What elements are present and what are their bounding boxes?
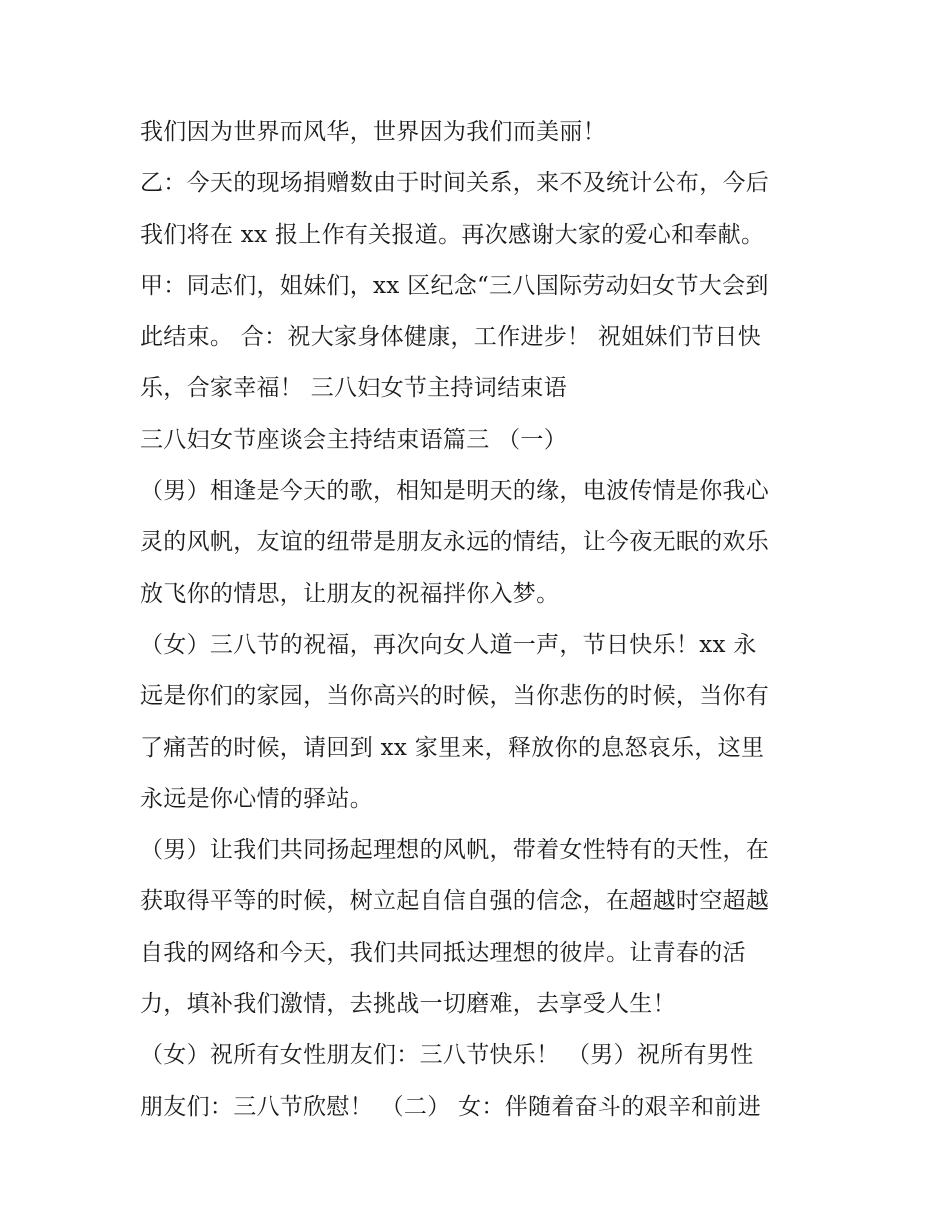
text-line: 此结束。 合：祝大家身体健康，工作进步！ 祝姐妹们节日快 xyxy=(140,324,762,351)
document-body xyxy=(140,107,830,1133)
text-line: 了痛苦的时候，请回到 xx 家里来，释放你的息怒哀乐，这里 xyxy=(140,734,765,761)
text-line: 远是你们的家园，当你高兴的时候，当你悲伤的时候，当你有 xyxy=(140,683,770,710)
text-line: 我们将在 xx 报上作有关报道。再次感谢大家的爱心和奉献。 xyxy=(140,221,765,248)
text-line: （女）祝所有女性朋友们：三八节快乐！ （男）祝所有男性 xyxy=(140,1042,754,1069)
text-line: 乐，合家幸福！ 三八妇女节主持词结束语 xyxy=(140,375,568,402)
text-line: 乙：今天的现场捐赠数由于时间关系，来不及统计公布，今后 xyxy=(140,170,770,197)
section-heading: 三八妇女节座谈会主持结束语篇三 （一） xyxy=(140,426,568,453)
text-line: 灵的风帆，友谊的纽带是朋友永远的情结，让今夜无眠的欢乐 xyxy=(140,529,770,556)
text-line: 力，填补我们激情，去挑战一切磨难，去享受人生！ xyxy=(140,991,676,1018)
text-line: （男）让我们共同扬起理想的风帆，带着女性特有的天性，在 xyxy=(140,837,770,864)
text-line: 我们因为世界而风华，世界因为我们而美丽！ xyxy=(140,119,606,145)
text-line: 放飞你的情思，让朋友的祝福拌你入梦。 xyxy=(140,580,560,607)
text-line: （男）相逢是今天的歌，相知是明天的缘，电波传情是你我心 xyxy=(140,478,770,505)
text-line: 永远是你心情的驿站。 xyxy=(140,785,373,812)
text-line: 自我的网络和今天，我们共同抵达理想的彼岸。让青春的活 xyxy=(140,939,746,966)
text-line: 甲：同志们，姐妹们，xx 区纪念“三八国际劳动妇女节大会到 xyxy=(140,272,769,299)
text-line: 朋友们：三八节欣慰！ （二） 女：伴随着奋斗的艰辛和前进 xyxy=(140,1093,762,1120)
text-line: 获取得平等的时候，树立起自信自强的信念，在超越时空超越 xyxy=(140,888,770,915)
text-line: （女）三八节的祝福，再次向女人道一声，节日快乐！xx 永 xyxy=(140,631,757,658)
